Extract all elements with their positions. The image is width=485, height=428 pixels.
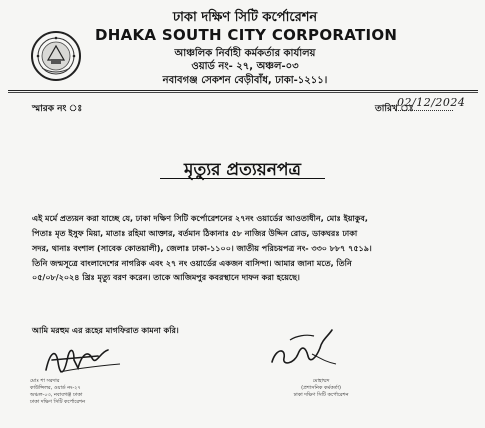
- date-underline: [395, 110, 453, 111]
- title-underline: [160, 178, 325, 179]
- stamp-line: মোহাম্মদ: [312, 378, 330, 384]
- stamp-line: কাউন্সিলর, ওয়ার্ড নং-২৭: [30, 385, 81, 391]
- stamp-line: (প্রশাসনিক কর্মকর্তা): [301, 385, 341, 391]
- prayer-line: আমি মরহুম এর রূহের মাগফিরাত কামনা করি।: [32, 326, 179, 335]
- stamp-line: অঞ্চল-০৩, নবাবগঞ্জ ঢাকা: [30, 392, 83, 398]
- officer-signature: [262, 318, 342, 374]
- office-name: আঞ্চলিক নির্বাহী কর্মকর্তার কার্যালয়: [174, 48, 316, 59]
- city-corporation-seal-icon: [30, 30, 82, 82]
- stamp-line: মোঃ শা সরদার: [30, 378, 60, 384]
- body-line: এই মর্মে প্রত্যয়ন করা যাচ্ছে যে, ঢাকা দক্ষিণ সিটি কর্পোরেশনের ২৭নং ওয়ার্ডের আওতাধীন, মোঃ ইয়াকুব,: [32, 214, 368, 223]
- stamp-line: ঢাকা দক্ষিণ সিটি কর্পোরেশন: [293, 392, 349, 398]
- org-name-english: DHAKA SOUTH CITY CORPORATION: [95, 26, 398, 44]
- memo-number-label: স্মারক নং ঃ: [32, 104, 83, 114]
- header-divider-thin: [8, 92, 478, 93]
- body-line: পিতাঃ মৃত ইসুফ মিয়া, মাতাঃ রহিমা আক্তার, বর্তমান ঠিকানাঃ ৫৮ নাজির উদ্দিন রোড, ডাকঘরঃ ঢাকা: [32, 229, 358, 238]
- office-address: নবাবগঞ্জ সেকশন বেড়ীবাঁধ, ঢাকা-১২১১।: [162, 75, 328, 86]
- body-line: তিনি জন্মসূত্রে বাংলাদেশের নাগরিক এবং ২৭ নং ওয়ার্ডের একজন বাসিন্দা। আমার জানা মতে, তিনি: [32, 259, 352, 268]
- officer-stamp: [262, 378, 380, 399]
- date-value: 02/12/2024: [397, 96, 466, 109]
- councillor-signature: [38, 342, 128, 378]
- stamp-line: ঢাকা দক্ষিণ সিটি কর্পোরেশন: [30, 399, 86, 405]
- councillor-stamp: [30, 378, 120, 406]
- date-label: তারিখ ঃ: [375, 104, 414, 114]
- body-line: সদর, থানাঃ বংশাল (সাবেক কোতয়ালী), জেলাঃ ঢাকা-১১০০। জাতীয় পরিচয়পত্র নং- ৩৩০ ৮৮৭ ৭৫১৯।: [32, 244, 372, 253]
- header-divider: [8, 90, 478, 91]
- org-name-bangla: ঢাকা দক্ষিণ সিটি কর্পোরেশন: [172, 10, 318, 25]
- ward-info: ওয়ার্ড নং- ২৭, অঞ্চল-০৩: [191, 61, 299, 72]
- body-line: ০৫/০৮/২০২৪ খ্রিঃ মৃত্যু বরণ করেন। তাকে আজিমপুর কবরস্থানে দাফন করা হয়েছে।: [32, 273, 300, 282]
- certificate-title: মৃত্যুর প্রত্যয়নপত্র: [184, 160, 301, 180]
